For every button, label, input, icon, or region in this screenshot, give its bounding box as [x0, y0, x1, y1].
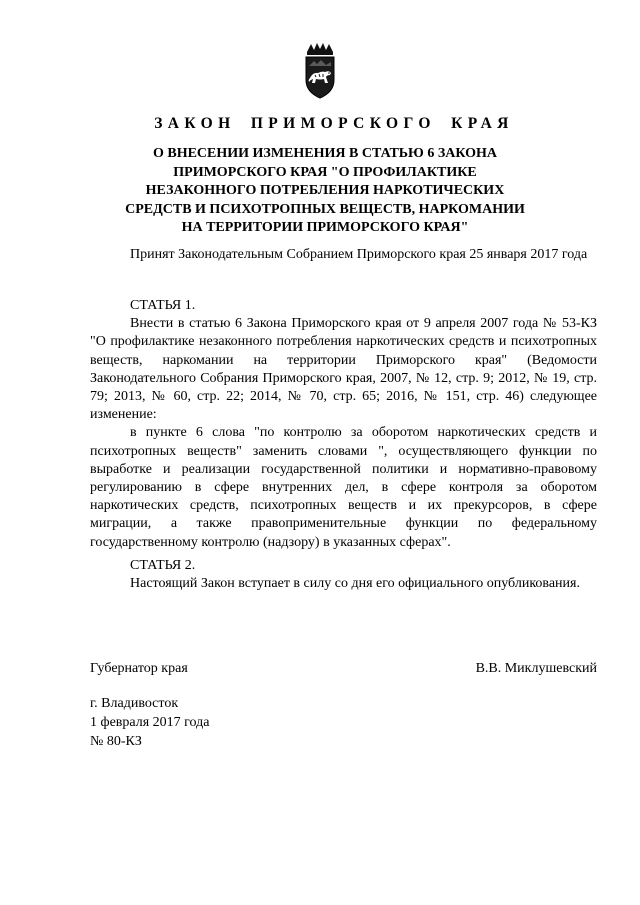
document-title: ЗАКОН ПРИМОРСКОГО КРАЯ [154, 115, 514, 132]
document-subtitle [120, 145, 530, 238]
article-heading: СТАТЬЯ 2. [130, 558, 196, 573]
subtitle-line: СРЕДСТВ И ПСИХОТРОПНЫХ ВЕЩЕСТВ, НАРКОМАНИИ [125, 201, 525, 217]
article-paragraph: Настоящий Закон вступает в силу со дня его официального опубликования. [130, 576, 580, 592]
signing-date: 1 февраля 2017 года [90, 715, 210, 730]
article-heading: СТАТЬЯ 1. [130, 298, 196, 313]
signer-position: Губернатор края [90, 661, 188, 676]
signature-block [90, 660, 597, 678]
subtitle-line: ПРИМОРСКОГО КРАЯ "О ПРОФИЛАКТИКЕ [173, 164, 477, 180]
subtitle-line: НЕЗАКОННОГО ПОТРЕБЛЕНИЯ НАРКОТИЧЕСКИХ [145, 183, 505, 199]
signer-name: В.В. Миклушевский [475, 661, 597, 676]
subtitle-line: О ВНЕСЕНИИ ИЗМЕНЕНИЯ В СТАТЬЮ 6 ЗАКОНА [152, 146, 498, 161]
adoption-note [90, 245, 597, 265]
subtitle-line: НА ТЕРРИТОРИИ ПРИМОРСКОГО КРАЯ" [181, 220, 469, 236]
document-footer [90, 694, 210, 751]
adoption-text: Принят Законодательным Собранием Приморского края 25 января 2017 года [130, 247, 588, 262]
article-paragraph: в пункте 6 слова "по контролю за оборотом наркотических средств и психотропных веществ" заменить словами ", осуществляющего функции по выработке и реализации государственной политики и нормативно-правовому регулированию в сфере внутренних дел, в сфере контроля за оборотом наркотических средств, психотропных веществ и их прекурсоров, в сфере миграции, а также правоприменительные функции по федеральному государственному контролю (надзору) в указанных сферах". [90, 425, 597, 550]
signing-city: г. Владивосток [90, 696, 179, 711]
law-number: № 80-КЗ [90, 734, 142, 749]
article-2 [90, 557, 597, 593]
primorsky-krai-coat-of-arms-icon [303, 42, 337, 100]
article-1 [90, 297, 597, 552]
article-paragraph: Внести в статью 6 Закона Приморского края от 9 апреля 2007 года № 53-КЗ "О профилактике незаконного потребления наркотических средств и психотропных веществ, наркомании на территории Приморского края" (Ведомости Законодательного Собрания Приморского края, 2007, № 12, стр. 9; 2012, № 19, стр. 79; 2013, № 60, стр. 22; 2014, № 70, стр. 65; 2016, № 151, стр. 46) следующее изменение: [90, 316, 597, 423]
